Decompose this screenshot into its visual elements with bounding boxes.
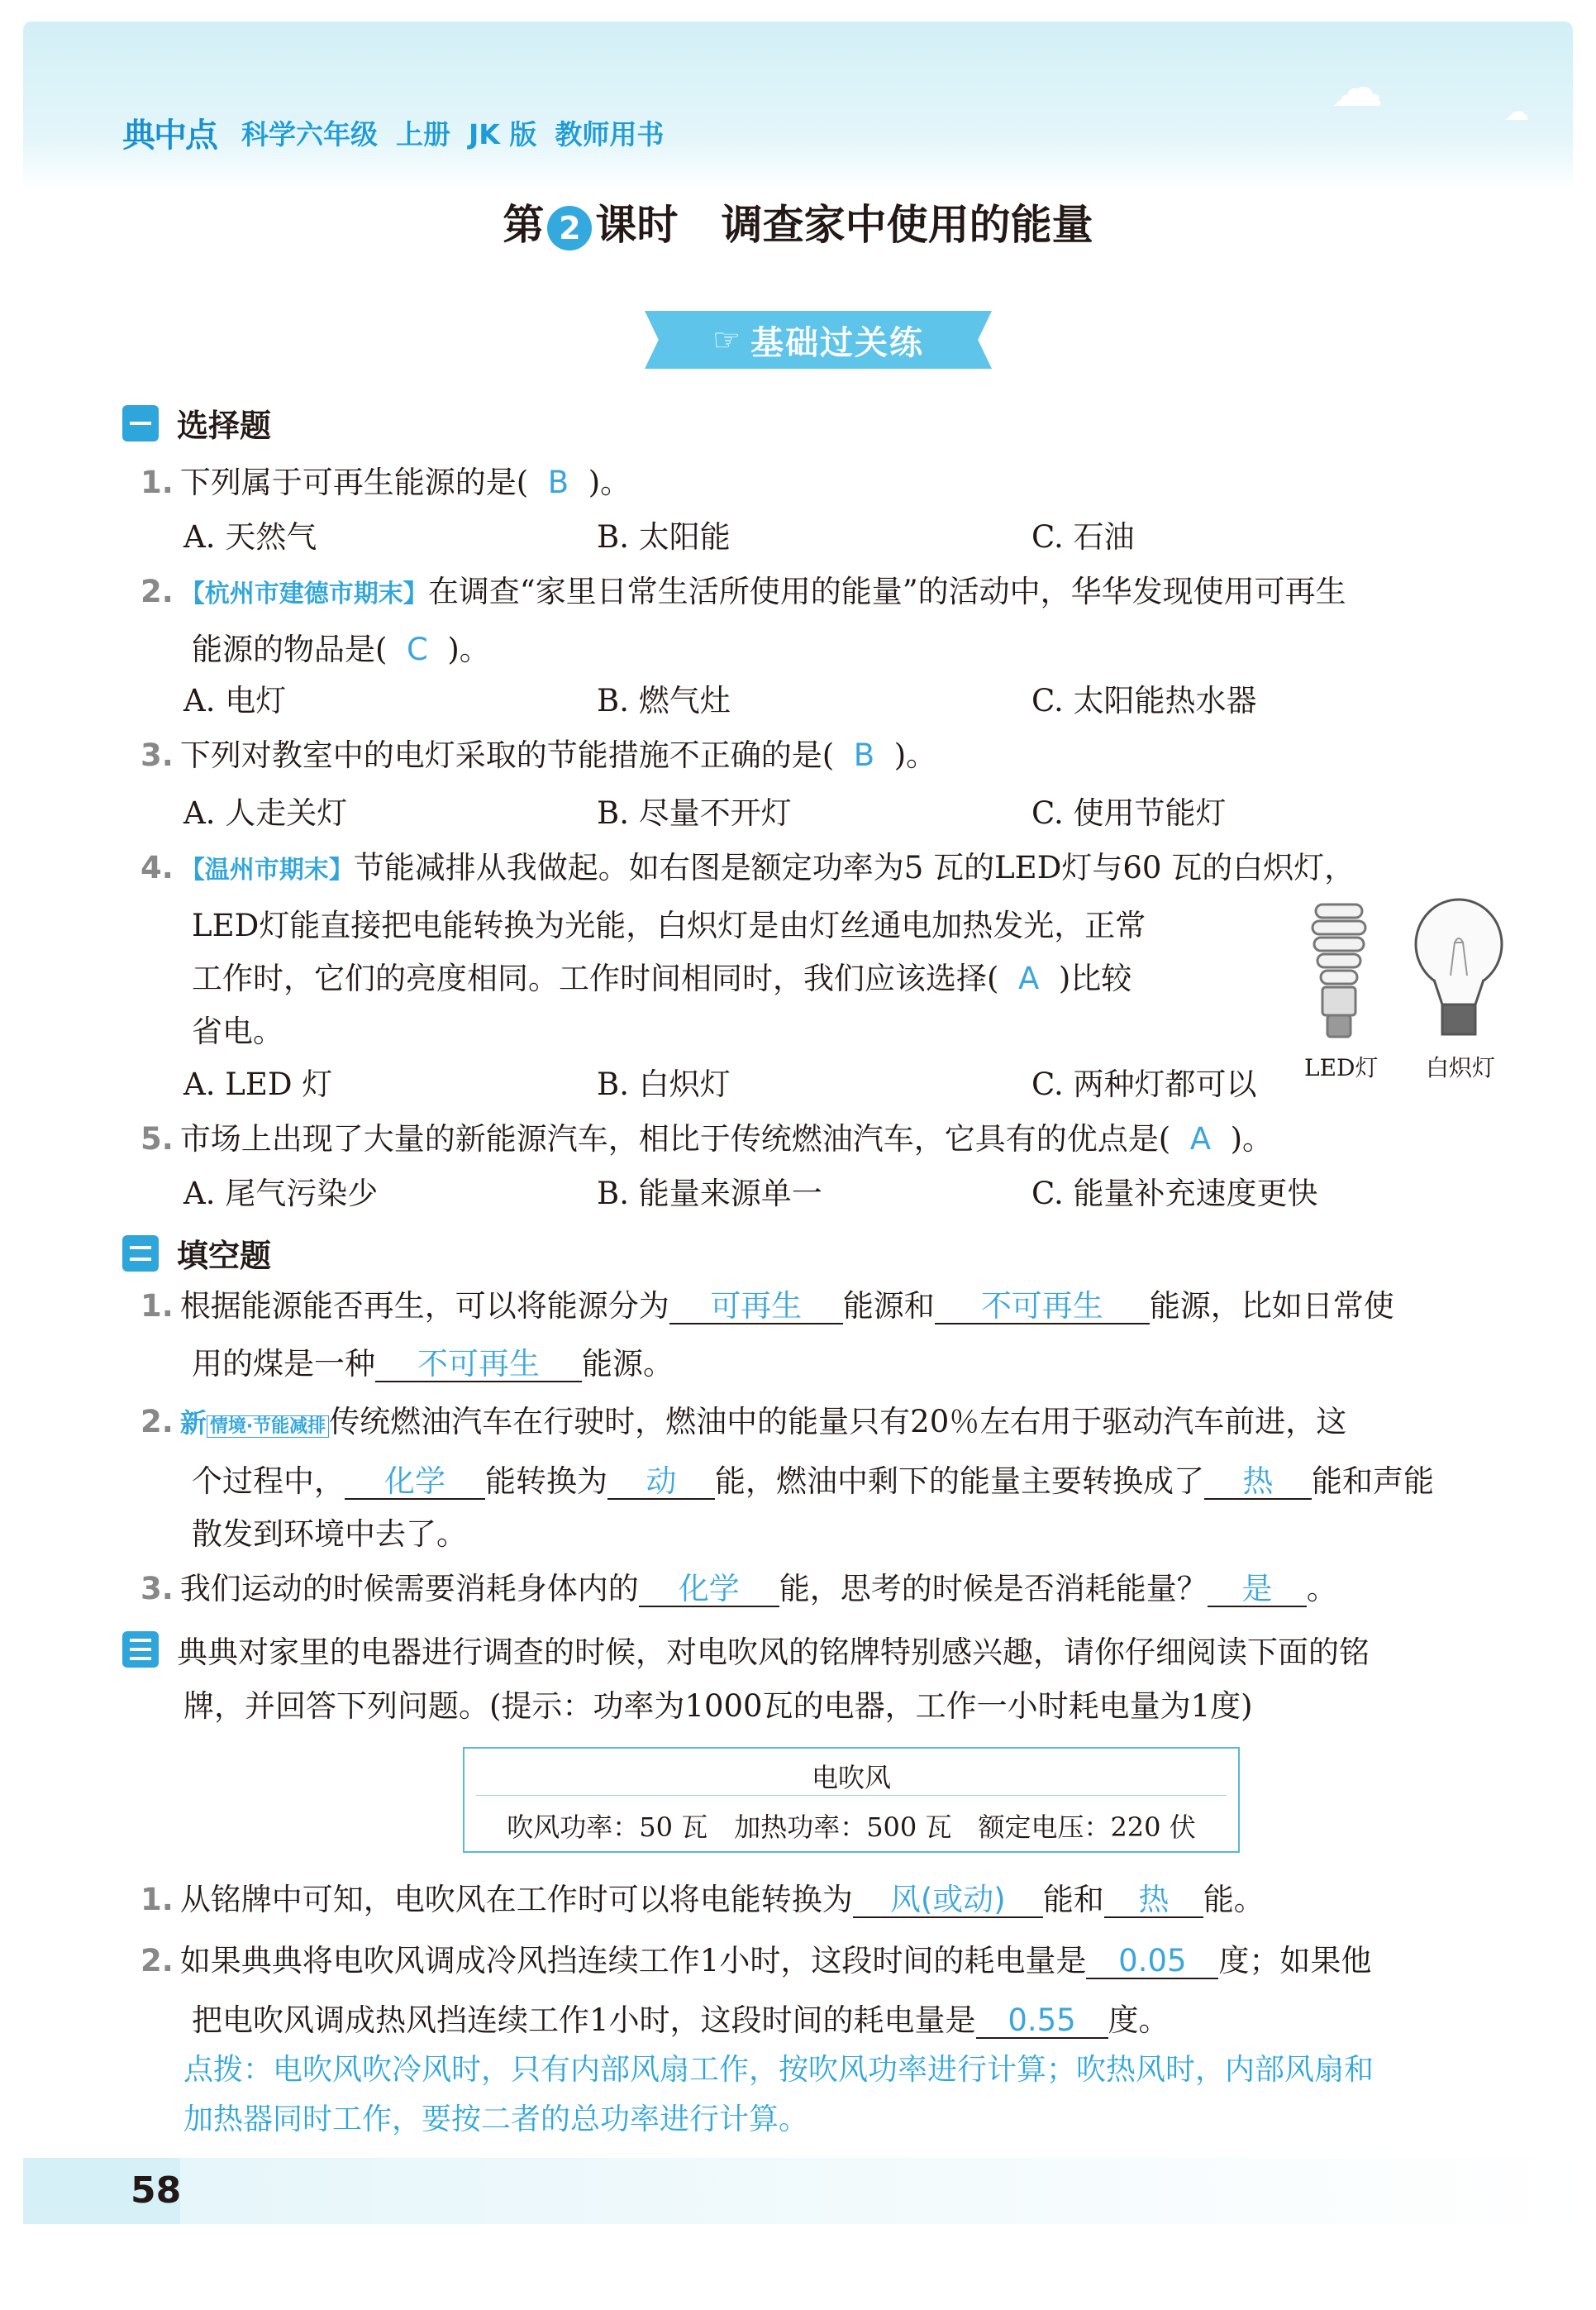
question-end: )。 [447, 632, 490, 667]
question-4-line3 [192, 962, 1131, 995]
cloud-icon: ☁ [1331, 58, 1384, 119]
nameplate-specs: 吹风功率：50 瓦 加热功率：500 瓦 额定电压：220 伏 [507, 1811, 1196, 1843]
source-tag: 【温州市期末】 [179, 856, 354, 885]
page-number: 58 [131, 2169, 182, 2212]
question-end: )。 [588, 465, 631, 500]
question-4-line2: LED灯能直接把电能转换为光能，白炽灯是由灯丝通电加热发光，正常 [192, 908, 1146, 943]
fill-question-1-cont [192, 1348, 674, 1382]
question-text: 个过程中， [192, 1463, 345, 1499]
blank-answer: 0.05 [1086, 1945, 1218, 1979]
nameplate-question-1 [141, 1883, 1265, 1918]
fill-question-3 [141, 1573, 1337, 1607]
source-tag: 【杭州市建德市期末】 [179, 580, 428, 609]
brand-logo: 典中点 [122, 117, 217, 155]
lesson-suffix: 课时 [595, 201, 679, 249]
question-2-cont [192, 633, 490, 666]
fill-question-1 [141, 1290, 1394, 1324]
option-a: A. LED 灯 [183, 1067, 333, 1102]
question-text: 能源的物品是( [192, 632, 388, 667]
question-4 [141, 852, 1355, 887]
option-a: A. 天然气 [183, 519, 317, 555]
section-intro-line2: 牌，并回答下列问题。(提示：功率为1000瓦的电器，工作一小时耗电量为1度) [183, 1688, 1253, 1724]
question-number: 1. [141, 1288, 174, 1324]
blank-answer: 化学 [345, 1465, 485, 1500]
answer: C [406, 632, 428, 667]
question-text: 下列属于可再生能源的是( [179, 465, 529, 500]
section-one-icon [122, 405, 159, 441]
blank-answer: 不可再生 [935, 1290, 1150, 1324]
question-text: 度。 [1108, 2002, 1170, 2038]
question-text: 能转换为 [485, 1463, 607, 1499]
question-text: 从铭牌中可知，电吹风在工作时可以将电能转换为 [179, 1882, 853, 1917]
option-c: C. 能量补充速度更快 [1031, 1176, 1318, 1211]
new-scenario-tag [180, 1407, 329, 1439]
practice-banner [645, 311, 992, 369]
question-number: 1. [141, 465, 174, 500]
bulb-illustration [1289, 893, 1537, 1091]
option-b: B. 燃气灶 [597, 683, 731, 718]
question-text: 能。 [1203, 1882, 1265, 1917]
question-text: 能源，比如日常使 [1149, 1288, 1394, 1324]
question-number: 4. [141, 850, 174, 885]
question-text: 工作时，它们的亮度相同。工作时间相同时，我们应该选择( [192, 961, 999, 996]
question-4-line4: 省电。 [192, 1014, 283, 1049]
blank-answer: 热 [1204, 1465, 1312, 1500]
option-a: A. 人走关灯 [183, 795, 348, 831]
lesson-name: 调查家中使用的能量 [721, 201, 1093, 249]
section-title: 选择题 [177, 408, 272, 444]
section-intro-text: 典典对家里的电器进行调查的时候，对电吹风的铭牌特别感兴趣，请你仔细阅读下面的铭 [177, 1635, 1370, 1670]
question-text: 能，燃油中剩下的能量主要转换成了 [715, 1463, 1204, 1499]
option-b: B. 白炽灯 [597, 1067, 731, 1102]
question-end: )比较 [1058, 961, 1132, 996]
blank-answer: 动 [607, 1465, 715, 1500]
blank-answer: 风(或动) [853, 1883, 1043, 1918]
blank-answer: 化学 [639, 1573, 779, 1607]
page-footer [23, 2158, 180, 2224]
question-text: 在调查“家里日常生活所使用的能量”的活动中，华华发现使用可再生 [427, 574, 1346, 609]
section-fill-heading [122, 1230, 271, 1276]
question-2 [141, 575, 1346, 611]
option-b: B. 太阳能 [597, 519, 731, 555]
question-5 [141, 1123, 1273, 1156]
section-three-heading [122, 1627, 1370, 1672]
nameplate-question-2-cont [192, 2004, 1170, 2039]
question-text: 节能减排从我做起。如右图是额定功率为5 瓦的LED灯与60 瓦的白炽灯， [353, 850, 1355, 885]
option-a: A. 尾气污染少 [183, 1176, 379, 1211]
blank-answer: 0.55 [976, 2004, 1108, 2039]
hint-line-1: 点拨：电吹风吹冷风时，只有内部风扇工作，按吹风功率进行计算；吹热风时，内部风扇和 [183, 2053, 1374, 2087]
hairdryer-nameplate [463, 1747, 1240, 1853]
question-number: 2. [141, 574, 174, 609]
blank-answer: 可再生 [669, 1290, 843, 1324]
pointing-hand-icon: ☞ [712, 322, 743, 358]
hint-line-2: 加热器同时工作，要按二者的总功率进行计算。 [183, 2102, 809, 2136]
question-text: 能和 [1042, 1882, 1104, 1917]
question-text: 下列对教室中的电灯采取的节能措施不正确的是( [179, 737, 835, 773]
answer: B [853, 737, 875, 773]
nameplate-question-2 [141, 1945, 1371, 1979]
header-brand [122, 109, 682, 156]
new-label: 新 [179, 1407, 207, 1439]
answer: A [1017, 961, 1040, 996]
question-text: 能，思考的时候是否消耗能量？ [779, 1571, 1208, 1606]
section-choice-heading [122, 400, 271, 446]
blank-answer: 热 [1104, 1883, 1203, 1918]
question-text: 传统燃油汽车在行驶时，燃油中的能量只有20％左右用于驱动汽车前进，这 [329, 1404, 1347, 1439]
answer: A [1189, 1121, 1212, 1157]
question-text: 用的煤是一种 [192, 1346, 375, 1382]
question-text: 。 [1306, 1571, 1337, 1606]
fill-question-2 [141, 1406, 1346, 1444]
lesson-number: 2 [547, 206, 592, 251]
question-3 [141, 739, 936, 772]
cloud-small-icon: ☁ [1504, 98, 1529, 126]
option-c: C. 太阳能热水器 [1031, 683, 1257, 718]
nameplate-title: 电吹风 [811, 1762, 891, 1793]
question-text: 如果典典将电吹风调成冷风挡连续工作1小时，这段时间的耗电量是 [179, 1943, 1087, 1978]
question-text: 能源。 [582, 1346, 674, 1382]
lesson-prefix: 第 [503, 201, 545, 249]
question-number: 2. [141, 1943, 174, 1978]
header-book-type: 教师用书 [555, 118, 665, 150]
incandescent-label: 白炽灯 [1426, 1054, 1496, 1081]
fill-question-2-line3: 散发到环境中去了。 [192, 1516, 467, 1552]
question-text: 把电吹风调成热风挡连续工作1小时，这段时间的耗电量是 [192, 2002, 976, 2038]
option-b: B. 尽量不开灯 [597, 795, 792, 831]
led-and-incandescent-bulb-icon [1289, 893, 1537, 1050]
question-number: 1. [141, 1882, 174, 1917]
fill-question-2-line2 [192, 1465, 1434, 1500]
question-1 [141, 466, 631, 499]
question-end: )。 [893, 737, 937, 773]
header-volume: 上册 [396, 118, 450, 150]
answer: B [547, 465, 569, 500]
section-three-icon [122, 1631, 159, 1668]
question-text: 市场上出现了大量的新能源汽车，相比于传统燃油汽车，它具有的优点是( [179, 1121, 1171, 1157]
section-two-icon [122, 1235, 159, 1272]
question-text: 根据能源能否再生，可以将能源分为 [179, 1288, 669, 1324]
option-a: A. 电灯 [183, 683, 287, 718]
blank-answer: 是 [1208, 1573, 1307, 1607]
question-number: 3. [141, 737, 174, 773]
scenario-label: 情境·节能减排 [207, 1415, 329, 1438]
question-number: 5. [141, 1121, 174, 1157]
section-title: 填空题 [177, 1238, 272, 1274]
banner-label: 基础过关练 [750, 323, 925, 362]
lesson-title [0, 192, 1596, 251]
question-text: 能源和 [842, 1288, 935, 1324]
question-end: )。 [1230, 1121, 1274, 1157]
option-c: C. 使用节能灯 [1031, 795, 1227, 831]
option-c: C. 两种灯都可以 [1031, 1067, 1257, 1102]
header-edition: JK 版 [469, 118, 537, 150]
question-text: 能和声能 [1312, 1463, 1434, 1499]
question-text: 度；如果他 [1218, 1943, 1372, 1978]
option-b: B. 能量来源单一 [597, 1176, 822, 1211]
option-c: C. 石油 [1031, 519, 1135, 555]
question-number: 2. [141, 1404, 174, 1439]
question-text: 我们运动的时候需要消耗身体内的 [179, 1571, 639, 1606]
led-label: LED灯 [1304, 1054, 1379, 1081]
question-number: 3. [141, 1571, 174, 1606]
blank-answer: 不可再生 [375, 1348, 582, 1382]
header-subject: 科学六年级 [241, 118, 378, 150]
